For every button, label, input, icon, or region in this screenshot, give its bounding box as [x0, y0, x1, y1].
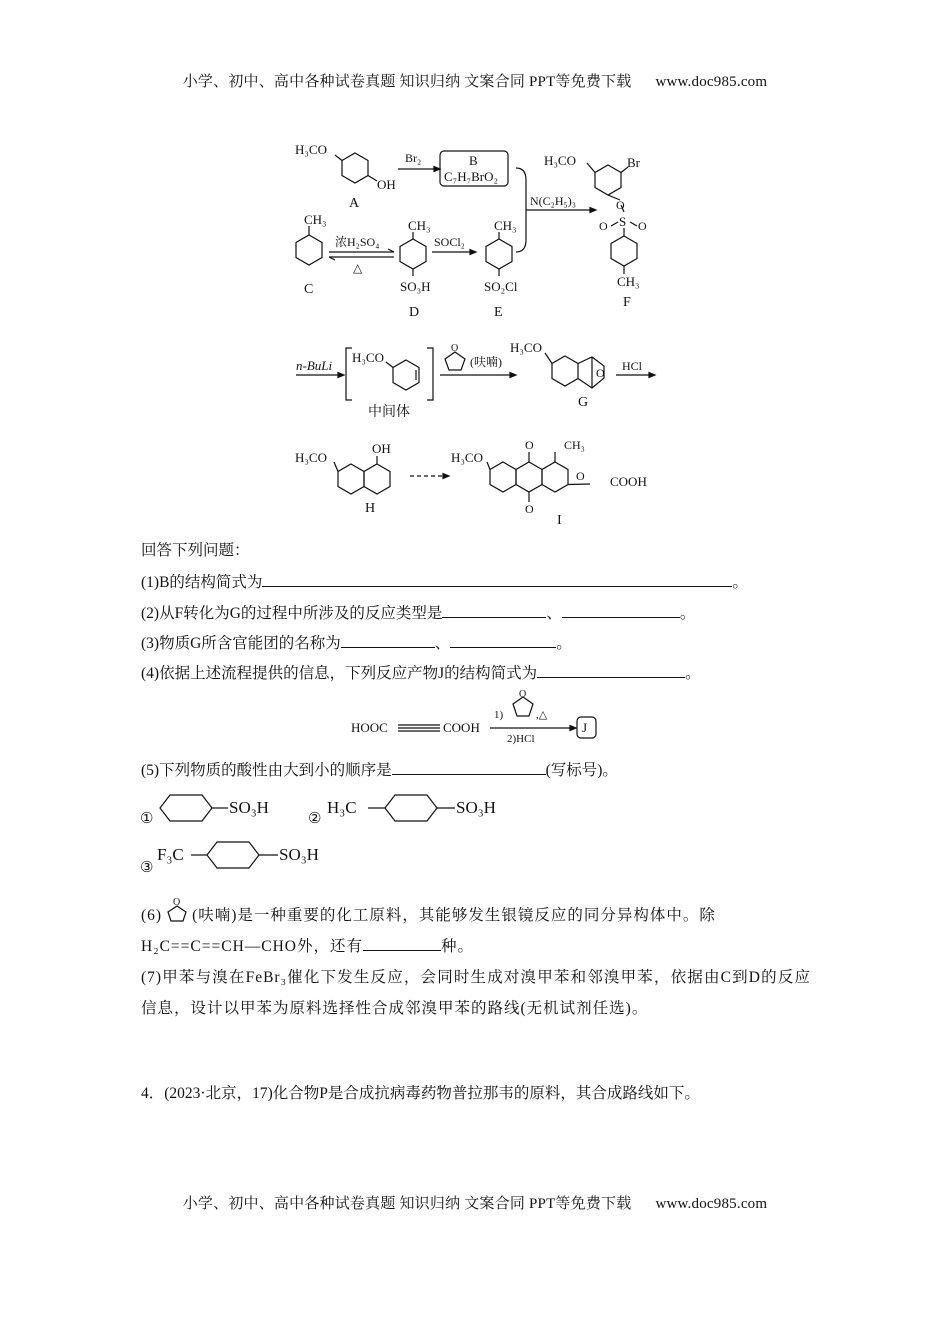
answer-blank-6[interactable] — [363, 934, 441, 951]
label-B: B — [469, 153, 478, 168]
I-o-top: O — [525, 438, 534, 452]
item-3-so3h: SO₃H — [279, 845, 319, 864]
label-G: G — [578, 395, 589, 410]
D-so3h: SO₃H — [400, 279, 431, 294]
item-1-so3h: SO₃H — [229, 798, 269, 817]
punct: 。 — [685, 665, 701, 682]
label-E: E — [494, 305, 503, 320]
A-substituent: H₃CO — [295, 142, 327, 157]
item-2-number: ② — [308, 811, 322, 827]
reagent-br2: Br₂ — [405, 151, 422, 165]
F-s: S — [619, 214, 627, 229]
F-br: Br — [627, 155, 640, 170]
I-o-bottom: O — [525, 502, 534, 516]
item-3-number: ③ — [140, 860, 154, 876]
F-o-right: O — [638, 219, 647, 233]
benzene-3 — [207, 842, 259, 868]
reagent-socl2: SOCl₂ — [434, 235, 465, 249]
question-5-suffix: (写标号)。 — [545, 762, 618, 779]
reagent-hcl: HCl — [622, 359, 643, 373]
label-A: A — [349, 196, 360, 211]
item-2-so3h: SO₃H — [456, 798, 496, 817]
question-6-text: (呋喃)是一种重要的化工原料，其能够发生银镜反应的同分异构体中。除 — [192, 907, 716, 924]
furan-icon — [162, 897, 192, 927]
item-3-f3c: F₃C — [157, 845, 184, 864]
reagent-net3: N(C₂H₅)₃ — [530, 194, 576, 208]
F-h3co: H₃CO — [544, 153, 576, 168]
punct: 。 — [732, 574, 748, 591]
A-oh: OH — [377, 177, 396, 192]
furan-name: (呋喃) — [470, 355, 502, 369]
punct: 、 — [546, 605, 562, 622]
punct: 。 — [679, 605, 696, 622]
item-1-number: ① — [140, 811, 154, 827]
reagent-heat: △ — [353, 261, 363, 275]
I-cooh: COOH — [610, 474, 647, 489]
question-6-number: (6) — [141, 907, 163, 924]
furan-o: O — [173, 897, 182, 909]
I-h3co: H₃CO — [451, 450, 483, 465]
question-3-text: (3)物质G所含官能团的名称为 — [141, 635, 341, 652]
footer-site: www.doc985.com — [655, 1196, 768, 1212]
question-6 — [141, 897, 811, 962]
benzene-1 — [160, 795, 212, 821]
label-H: H — [365, 501, 376, 516]
J-label: J — [582, 720, 588, 735]
label-intermediate: 中间体 — [368, 405, 410, 420]
label-C: C — [304, 282, 314, 297]
punct: 。 — [556, 635, 572, 652]
punct: 、 — [434, 635, 451, 652]
benzene-2 — [385, 795, 437, 821]
B-formula: C₇H₇BrO₂ — [444, 169, 499, 184]
J-furan-o: O — [519, 689, 527, 700]
inter-h3co: H₃CO — [352, 350, 384, 365]
reagent-nbuli: n-BuLi — [296, 358, 333, 373]
reagent-h2so4: 浓H₂SO₄ — [335, 235, 380, 249]
E-ch3: CH₃ — [494, 218, 517, 233]
F-ch3: CH₃ — [617, 274, 640, 289]
label-I: I — [557, 513, 562, 528]
J-cooh: COOH — [443, 720, 480, 735]
item-2-h3c: H₃C — [327, 798, 357, 817]
question-2-text: (2)从F转化为G的过程中所涉及的反应类型是 — [141, 605, 443, 622]
problem-4: 4．(2023·北京，17)化合物P是合成抗病毒药物普拉那韦的原料，其合成路线如下。 — [141, 1085, 700, 1102]
J-step1: 1) — [494, 709, 504, 721]
J-step2: 2)HCl — [507, 733, 535, 745]
question-6-text-2: H₂C==C==CH—CHO外，还有 — [141, 938, 363, 955]
question-7: (7)甲苯与溴在FeBr₃催化下发生反应，会同时生成对溴甲苯和邻溴甲苯，依据由C到D的反应信息，设计以甲苯为原料选择性合成邻溴甲苯的路线(无机试剂任选)。 — [141, 969, 811, 1017]
questions-intro: 回答下列问题： — [141, 542, 250, 559]
H-h3co: H₃CO — [295, 450, 327, 465]
F-o-left: O — [599, 219, 608, 233]
furan-o: O — [451, 343, 459, 354]
header-text: 小学、初中、高中各种试卷真题 知识归纳 文案合同 PPT等免费下载 — [182, 74, 632, 90]
page-footer — [0, 1192, 950, 1213]
footer-text: 小学、初中、高中各种试卷真题 知识归纳 文案合同 PPT等免费下载 — [182, 1196, 632, 1212]
G-o: O — [596, 366, 605, 380]
I-ch3: CH₃ — [564, 438, 585, 452]
header-site: www.doc985.com — [655, 74, 768, 90]
I-o-ring: O — [576, 469, 585, 483]
question-5-text: (5)下列物质的酸性由大到小的顺序是 — [141, 762, 392, 779]
F-o-bridge: O — [616, 198, 625, 212]
question-6-suffix: 种。 — [441, 938, 475, 955]
G-h3co: H₃CO — [510, 340, 542, 355]
J-hooc: HOOC — [351, 720, 388, 735]
C-ch3: CH₃ — [304, 212, 327, 227]
H-oh: OH — [372, 441, 391, 456]
question-1-text: (1)B的结构简式为 — [141, 574, 263, 591]
E-so2cl: SO₂Cl — [484, 279, 518, 294]
label-D: D — [409, 305, 420, 320]
label-F: F — [623, 295, 631, 310]
question-4-text: (4)依据上述流程提供的信息，下列反应产物J的结构简式为 — [141, 665, 538, 682]
J-step1b: ,△ — [536, 709, 548, 721]
D-ch3: CH₃ — [408, 218, 431, 233]
